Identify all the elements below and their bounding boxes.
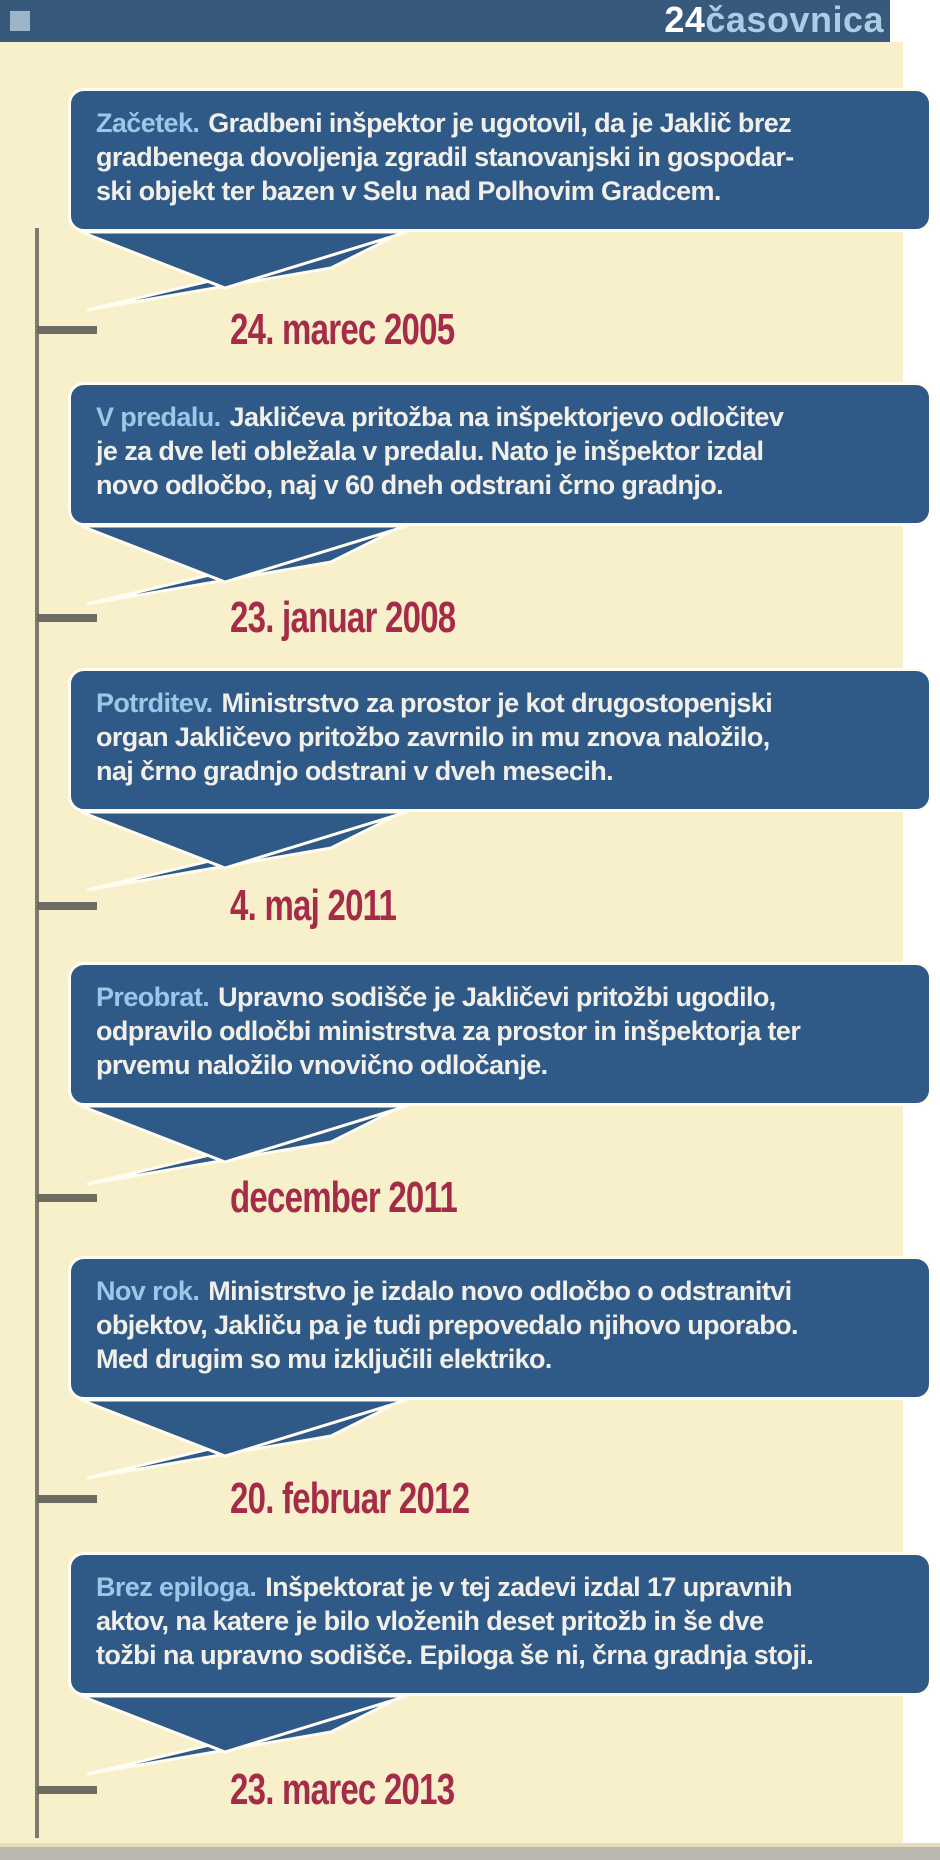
date-label: 23. januar 2008 <box>230 593 456 642</box>
bubble-lead-word: Začetek. <box>96 108 200 138</box>
bottom-strip <box>0 1843 940 1860</box>
bubble-text-line: objektov, Jakliču pa je tudi prepovedalo njihovo uporabo. <box>96 1310 798 1340</box>
timeline-tick-icon <box>37 1495 97 1503</box>
bubble-text-line: ski objekt ter bazen v Selu nad Polhovim Gradcem. <box>96 176 721 206</box>
bubble-lead-word: Brez epiloga. <box>96 1572 257 1602</box>
date-label: 4. maj 2011 <box>230 881 397 930</box>
bubble-text-line: je za dve leti obležala v predalu. Nato je inšpektor izdal <box>96 436 764 466</box>
bubble-text-line: organ Jakličevo pritožbo zavrnilo in mu znova naložilo, <box>96 722 770 752</box>
bubble-tail-icon <box>75 230 475 314</box>
bubble-lead-word: Nov rok. <box>96 1276 200 1306</box>
timeline-entry <box>0 1256 940 1539</box>
bubble-text-line <box>96 106 929 140</box>
bubble-text-line: Med drugim so mu izključili elektriko. <box>96 1344 552 1374</box>
bubble-line-text: Inšpektorat je v tej zadevi izdal 17 upravnih <box>265 1572 792 1602</box>
speech-bubble <box>68 1552 932 1696</box>
bubble-text-line <box>96 1274 929 1308</box>
timeline-tick-icon <box>37 1786 97 1794</box>
masthead <box>0 0 890 42</box>
bubble-text-line <box>96 1570 929 1604</box>
bubble-text-line <box>96 400 929 434</box>
bubble-lead-word: Potrditev. <box>96 688 213 718</box>
bubble-text-line: prvemu naložilo vnovično odločanje. <box>96 1050 548 1080</box>
speech-bubble <box>68 382 932 526</box>
speech-bubble <box>68 88 932 232</box>
timeline-entry <box>0 88 940 370</box>
bubble-tail-icon <box>75 1398 475 1482</box>
bubble-text <box>71 965 929 1082</box>
bubble-line-text: Jakličeva pritožba na inšpektorjevo odločitev <box>229 402 784 432</box>
bubble-text <box>71 385 929 502</box>
bubble-line-text: Gradbeni inšpektor je ugotovil, da je Jaklič brez <box>208 108 792 138</box>
bubble-text-line: odpravilo odločbi ministrstva za prostor in inšpektorja ter <box>96 1016 801 1046</box>
bubble-line-text: Ministrstvo za prostor je kot drugostopenjski <box>221 688 773 718</box>
timeline-tick-icon <box>37 902 97 910</box>
bubble-line-text: Upravno sodišče je Jakličevi pritožbi ugodilo, <box>218 982 776 1012</box>
masthead-title-word: časovnica <box>705 0 884 40</box>
timeline-tick-icon <box>37 326 97 334</box>
bubble-text-line <box>96 686 929 720</box>
bubble-text-line: tožbi na upravno sodišče. Epiloga še ni, črna gradnja stoji. <box>96 1640 814 1670</box>
timeline-tick-icon <box>37 614 97 622</box>
timeline-entry <box>0 1552 940 1830</box>
bubble-text-line <box>96 980 929 1014</box>
date-label: 24. marec 2005 <box>230 305 455 354</box>
bubble-text-line: novo odločbo, naj v 60 dneh odstrani črno gradnjo. <box>96 470 724 500</box>
bubble-line-text: Ministrstvo je izdalo novo odločbo o odstranitvi <box>208 1276 792 1306</box>
bubble-text <box>71 671 929 788</box>
timeline-entry <box>0 962 940 1238</box>
bubble-text-line: aktov, na katere je bilo vloženih deset pritožb in še dve <box>96 1606 764 1636</box>
bubble-lead-word: V predalu. <box>96 402 221 432</box>
bubble-lead-word: Preobrat. <box>96 982 210 1012</box>
date-label: 23. marec 2013 <box>230 1765 455 1814</box>
speech-bubble <box>68 1256 932 1400</box>
timeline-entry <box>0 668 940 946</box>
date-label: 20. februar 2012 <box>230 1474 470 1523</box>
timeline-entry <box>0 382 940 658</box>
masthead-title-number: 24 <box>664 0 706 40</box>
bubble-text-line: gradbenega dovoljenja zgradil stanovanjski in gospodar- <box>96 142 794 172</box>
bubble-text-line: naj črno gradnjo odstrani v dveh mesecih. <box>96 756 614 786</box>
bubble-text <box>71 1259 929 1376</box>
speech-bubble <box>68 962 932 1106</box>
timeline-tick-icon <box>37 1194 97 1202</box>
bubble-text <box>71 91 929 208</box>
bubble-text <box>71 1555 929 1672</box>
masthead-title <box>664 0 884 42</box>
speech-bubble <box>68 668 932 812</box>
square-bullet-icon <box>10 11 30 31</box>
date-label: december 2011 <box>230 1173 457 1222</box>
